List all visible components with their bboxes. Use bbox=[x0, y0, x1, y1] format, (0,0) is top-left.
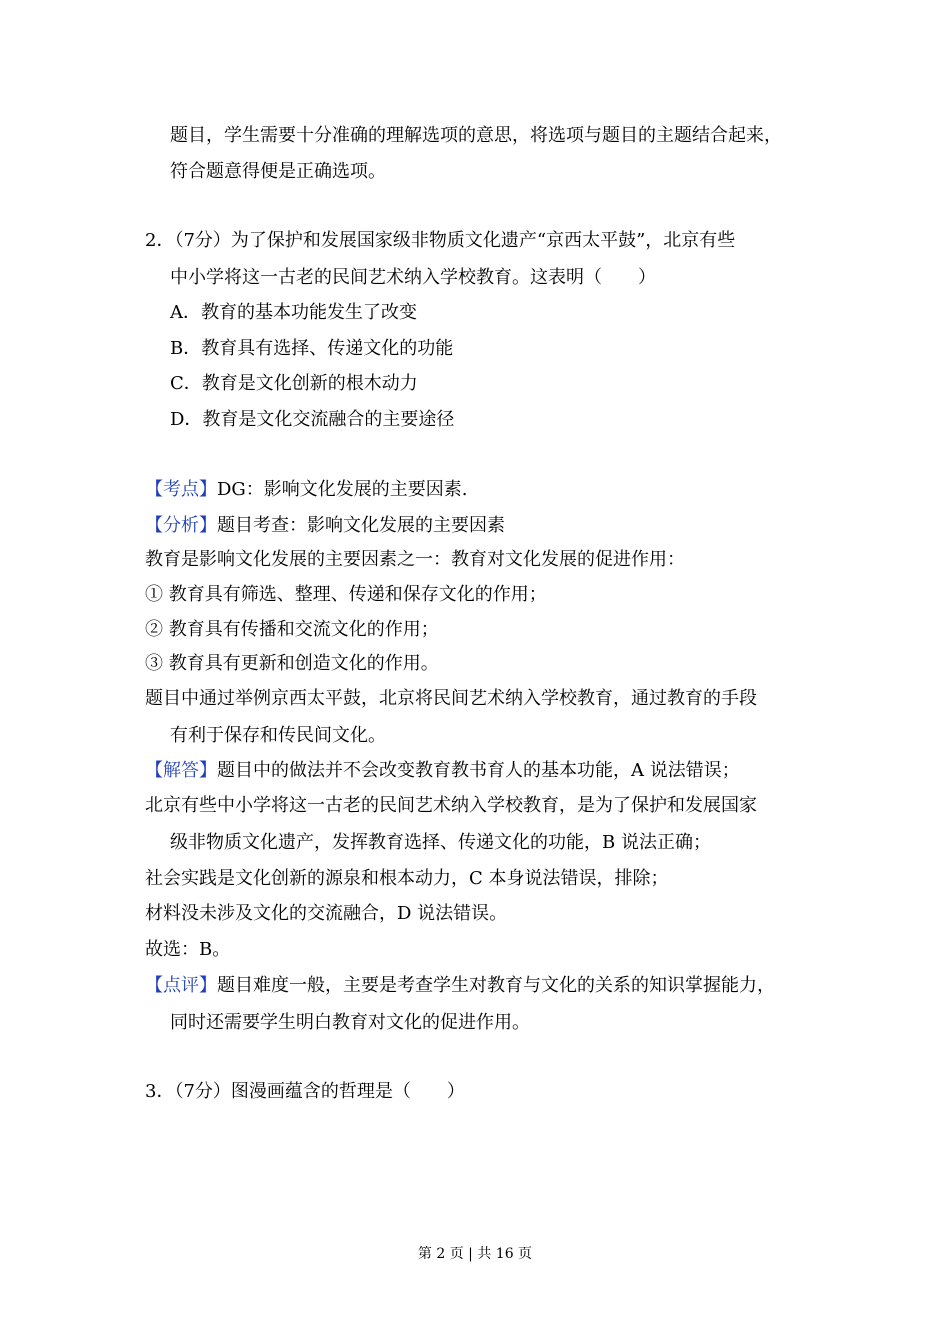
question-2-stem-line-2: 中小学将这一古老的民间艺术纳入学校教育。这表明（ ） bbox=[170, 267, 656, 288]
jieda-body-line-3: 级非物质文化遗产，发挥教育选择、传递文化的功能，B 说法正确； bbox=[170, 832, 711, 853]
fenxi-body-line-4: ③ 教育具有更新和创造文化的作用。 bbox=[145, 653, 439, 674]
question-2-option-c: C．教育是文化创新的根木动力 bbox=[170, 373, 418, 394]
fenxi-body-line-6: 有利于保存和传民间文化。 bbox=[170, 725, 386, 746]
continuation-line-1: 题目，学生需要十分准确的理解选项的意思，将选项与题目的主题结合起来， bbox=[170, 125, 782, 146]
question-2-option-d: D．教育是文化交流融合的主要途径 bbox=[170, 409, 455, 430]
fenxi-body-line-2: ① 教育具有筛选、整理、传递和保存文化的作用； bbox=[145, 584, 547, 605]
dianping-text: 题目难度一般，主要是考查学生对教育与文化的关系的知识掌握能力， bbox=[217, 975, 775, 996]
fenxi-body-line-3: ② 教育具有传播和交流文化的作用； bbox=[145, 619, 439, 640]
fenxi-text: 题目考查：影响文化发展的主要因素 bbox=[217, 515, 505, 536]
dianping-line bbox=[145, 974, 775, 998]
kaodian-tag: 【考点】 bbox=[145, 479, 217, 500]
jieda-body-line-4: 社会实践是文化创新的源泉和根本动力，C 本身说法错误，排除； bbox=[145, 868, 669, 889]
question-2-option-b: B．教育具有选择、传递文化的功能 bbox=[170, 338, 454, 359]
page-footer: 第 2 页 | 共 16 页 bbox=[417, 1246, 533, 1262]
dianping-body-line-2: 同时还需要学生明白教育对文化的促进作用。 bbox=[170, 1012, 530, 1033]
fenxi-body-line-1: 教育是影响文化发展的主要因素之一：教育对文化发展的促进作用： bbox=[145, 549, 685, 570]
jieda-text: 题目中的做法并不会改变教育教书育人的基本功能，A 说法错误； bbox=[217, 760, 740, 781]
question-3-stem: 3．（7分）图漫画蕴含的哲理是（ ） bbox=[145, 1081, 465, 1102]
continuation-line-2: 符合题意得便是正确选项。 bbox=[170, 161, 386, 182]
jieda-line bbox=[145, 759, 740, 783]
fenxi-body-line-5: 题目中通过举例京西太平鼓，北京将民间艺术纳入学校教育，通过教育的手段 bbox=[145, 688, 757, 709]
jieda-tag: 【解答】 bbox=[145, 760, 217, 781]
dianping-tag: 【点评】 bbox=[145, 975, 217, 996]
kaodian-line bbox=[145, 478, 468, 502]
question-2-stem-line-1: 2．（7分）为了保护和发展国家级非物质文化遗产“京西太平鼓”，北京有些 bbox=[145, 230, 736, 251]
jieda-body-line-5: 材料没未涉及文化的交流融合，D 说法错误。 bbox=[145, 903, 508, 924]
jieda-body-line-6: 故选：B。 bbox=[145, 939, 231, 960]
fenxi-tag: 【分析】 bbox=[145, 515, 217, 536]
kaodian-text: DG：影响文化发展的主要因素. bbox=[217, 479, 468, 500]
fenxi-line bbox=[145, 514, 505, 538]
jieda-body-line-2: 北京有些中小学将这一古老的民间艺术纳入学校教育，是为了保护和发展国家 bbox=[145, 795, 757, 816]
question-2-option-a: A．教育的基本功能发生了改变 bbox=[170, 302, 417, 323]
